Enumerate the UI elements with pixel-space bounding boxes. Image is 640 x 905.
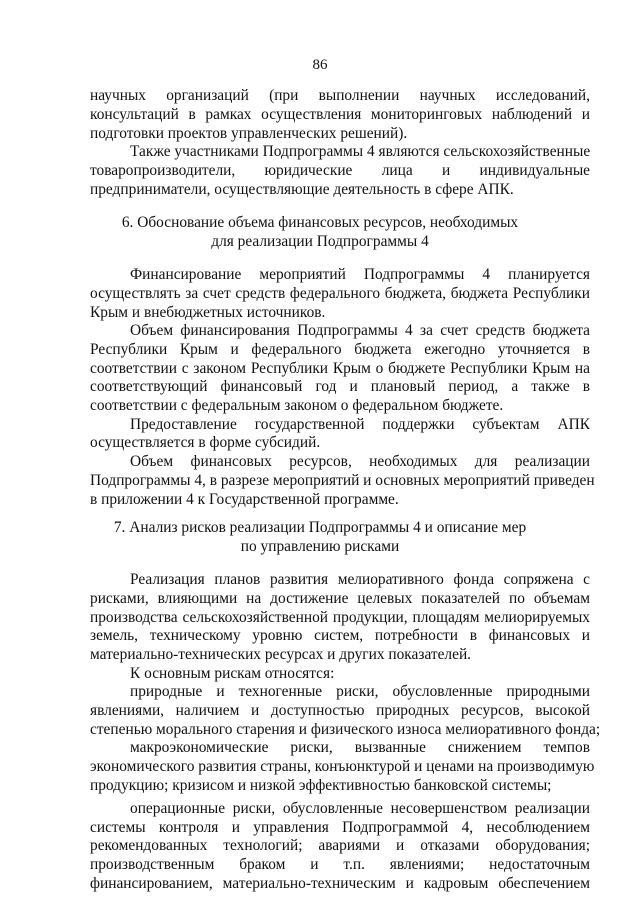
text-line: продукцию; кризисом и низкой эффективностью банковской системы; — [90, 777, 552, 794]
text-line: научных организаций (при выполнении научных исследований, — [90, 87, 590, 104]
section-heading-6: 6. Обоснование объема финансовых ресурсов, необходимых — [121, 214, 519, 231]
text-line: макроэкономические риски, вызванные снижением темпов — [130, 739, 590, 756]
text-line: К основным рискам относятся: — [130, 665, 335, 682]
page-number: 86 — [312, 57, 328, 73]
text-line: соответствии с федеральным законом о федеральном бюджете. — [90, 397, 504, 414]
section-heading-7: 7. Анализ рисков реализации Подпрограммы 4 и описание мер — [113, 519, 527, 536]
text-line: финансированием, материально-техническим и кадровым обеспечением — [90, 875, 590, 892]
section-heading-6-cont: для реализации Подпрограммы 4 — [211, 233, 429, 250]
text-line: Также участниками Подпрограммы 4 являются сельскохозяйственные — [130, 143, 591, 160]
text-line: Крым и внебюджетных источников. — [90, 304, 326, 321]
text-line: операционные риски, обусловленные несовершенством реализации — [130, 800, 590, 817]
text-line: товаропроизводители, юридические лица и индивидуальные — [90, 162, 590, 179]
section-heading-7-cont: по управлению рисками — [240, 538, 400, 555]
text-line: консультаций в рамках осуществления мониторинговых наблюдений и — [90, 106, 590, 123]
text-line: Финансирование мероприятий Подпрограммы 4 планируется — [130, 266, 590, 283]
text-line: предприниматели, осуществляющие деятельность в сфере АПК. — [90, 181, 514, 198]
text-line: рекомендованных технологий; авариями и отказами оборудования; — [90, 837, 590, 854]
text-line: осуществлять за счет средств федерального бюджета, бюджета Республики — [90, 285, 590, 302]
text-line: явлениями, наличием и доступностью природных ресурсов, высокой — [90, 702, 590, 719]
text-line: Республики Крым и федерального бюджета ежегодно уточняется в — [90, 341, 590, 358]
text-line: степенью морального старения и физического износа мелиоративного фонда; — [90, 721, 601, 738]
text-line: земель, техническому уровню систем, потребности в финансовых и — [90, 627, 590, 644]
text-line: Объем финансирования Подпрограммы 4 за счет средств бюджета — [130, 322, 590, 339]
text-line: осуществляется в форме субсидий. — [90, 434, 321, 451]
text-line: Предоставление государственной поддержки субъектам АПК — [130, 416, 590, 433]
text-line: соответствии с законом Республики Крым о бюджете Республики Крым на — [90, 360, 590, 377]
text-line: Реализация планов развития мелиоративного фонда сопряжена с — [130, 571, 590, 588]
text-line: производственным браком и т.п. явлениями; недостаточным — [90, 856, 590, 873]
text-line: соответствующий финансовый год и плановый период, а также в — [90, 378, 590, 395]
text-line: Подпрограммы 4, в разрезе мероприятий и основных мероприятий приведен — [90, 472, 595, 489]
text-line: рисками, влияющими на достижение целевых показателей по объемам — [90, 590, 590, 607]
text-line: экономического развития страны, конъюнктурой и ценами на производимую — [90, 758, 595, 775]
text-line: природные и техногенные риски, обусловленные природными — [130, 683, 590, 700]
text-line: производства сельскохозяйственной продукции, площадям мелиорируемых — [90, 609, 590, 626]
text-line: материально-технических ресурсах и других показателей. — [90, 646, 472, 663]
text-line: Объем финансовых ресурсов, необходимых для реализации — [130, 453, 590, 470]
text-line: подготовки проектов управленческих решений). — [90, 125, 408, 142]
text-line: системы контроля и управления Подпрограммой 4, несоблюдением — [90, 819, 590, 836]
text-line: в приложении 4 к Государственной программе. — [90, 491, 399, 508]
